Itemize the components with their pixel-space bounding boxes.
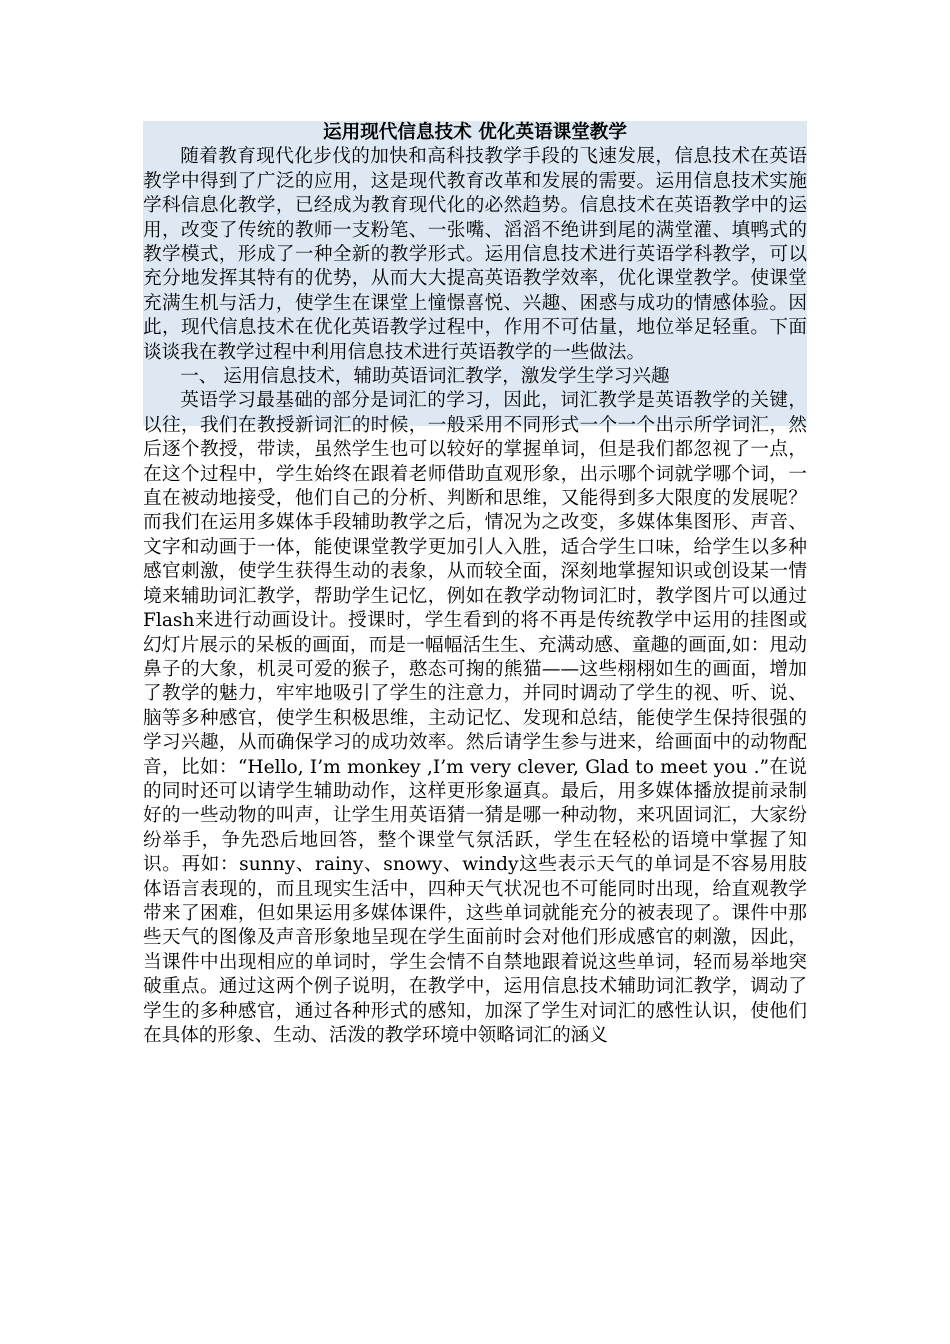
section-body-paragraph: 英语学习最基础的部分是词汇的学习，因此，词汇教学是英语教学的关键，以往，我们在教授新词汇的时候，一般采用不同形式一个一个出示所学词汇，然后逐个教授，带读，虽然学生也可以较好的掌握单词，但是我们都忽视了一点，在这个过程中，学生始终在跟着老师借助直观形象，出示哪个词就学哪个词，一直在被动地接受，他们自己的分析、判断和思维，又能得到多大限度的发展呢？而我们在运用多媒体手段辅助教学之后，情况为之改变，多媒体集图形、声音、文字和动画于一体，能使课堂教学更加引人入胜，适合学生口味，给学生以多种感官刺激，使学生获得生动的表象，从而较全面，深刻地掌握知识或创设某一情境来辅助词汇教学，帮助学生记忆，例如在教学动物词汇时，教学图片可以通过Flash来进行动画设计。授课时，学生看到的将不再是传统教学中运用的挂图或幻灯片展示的呆板的画面，而是一幅幅活生生、充满动感、童趣的画面,如：甩动鼻子的大象，机灵可爱的猴子，憨态可掬的熊猫——这些栩栩如生的画面，增加了教学的魅力，牢牢地吸引了学生的注意力，并同时调动了学生的视、听、说、脑等多种感官，使学生积极思维，主动记忆、发现和总结，能使学生保持很强的学习兴趣，从而确保学习的成功效率。然后请学生参与进来，给画面中的动物配音，比如：“Hello, I’m monkey ,I’m very clever, Glad to meet you .”在说的同时还可以请学生辅助动作，这样更形象逼真。最后，用多媒体播放提前录制好的一些动物的叫声，让学生用英语猜一猜是哪一种动物，来巩固词汇，大家纷纷举手，争先恐后地回答，整个课堂气氛活跃，学生在轻松的语境中掌握了知识。再如：sunny、rainy、snowy、windy这些表示天气的单词是不容易用肢体语言表现的，而且现实生活中，四种天气状况也不可能同时出现，给直观教学带来了困难，但如果运用多媒体课件，这些单词就能充分的被表现了。课件中那些天气的图像及声音形象地呈现在学生面前时会对他们形成感官的刺激，因此，当课件中出现相应的单词时，学生会情不自禁地跟着说这些单词，轻而易举地突破重点。通过这两个例子说明，在教学中，运用信息技术辅助词汇教学，调动了学生的多种感官，通过各种形式的感知，加深了学生对词汇的感性认识，使他们在具体的形象、生动、活泼的教学环境中领略词汇的涵义 xyxy=(143,390,807,1047)
document-body xyxy=(143,121,807,1048)
intro-paragraph: 随着教育现代化步伐的加快和高科技教学手段的飞速发展，信息技术在英语教学中得到了广泛的应用，这是现代教育改革和发展的需要。运用信息技术实施学科信息化教学，已经成为教育现代化的必然趋势。信息技术在英语教学中的运用，改变了传统的教师一支粉笔、一张嘴、滔滔不绝讲到尾的满堂灌、填鸭式的教学模式，形成了一种全新的教学形式。运用信息技术进行英语学科教学，可以充分地发挥其特有的优势，从而大大提高英语教学效率，优化课堂教学。使课堂充满生机与活力，使学生在课堂上憧憬喜悦、兴趣、困惑与成功的情感体验。因此，现代信息技术在优化英语教学过程中，作用不可估量，地位举足轻重。下面谈谈我在教学过程中利用信息技术进行英语教学的一些做法。 xyxy=(143,146,807,363)
document-title: 运用现代信息技术 优化英语课堂教学 xyxy=(323,122,627,143)
section-heading: 一、 运用信息技术，辅助英语词汇教学，激发学生学习兴趣 xyxy=(180,366,670,388)
